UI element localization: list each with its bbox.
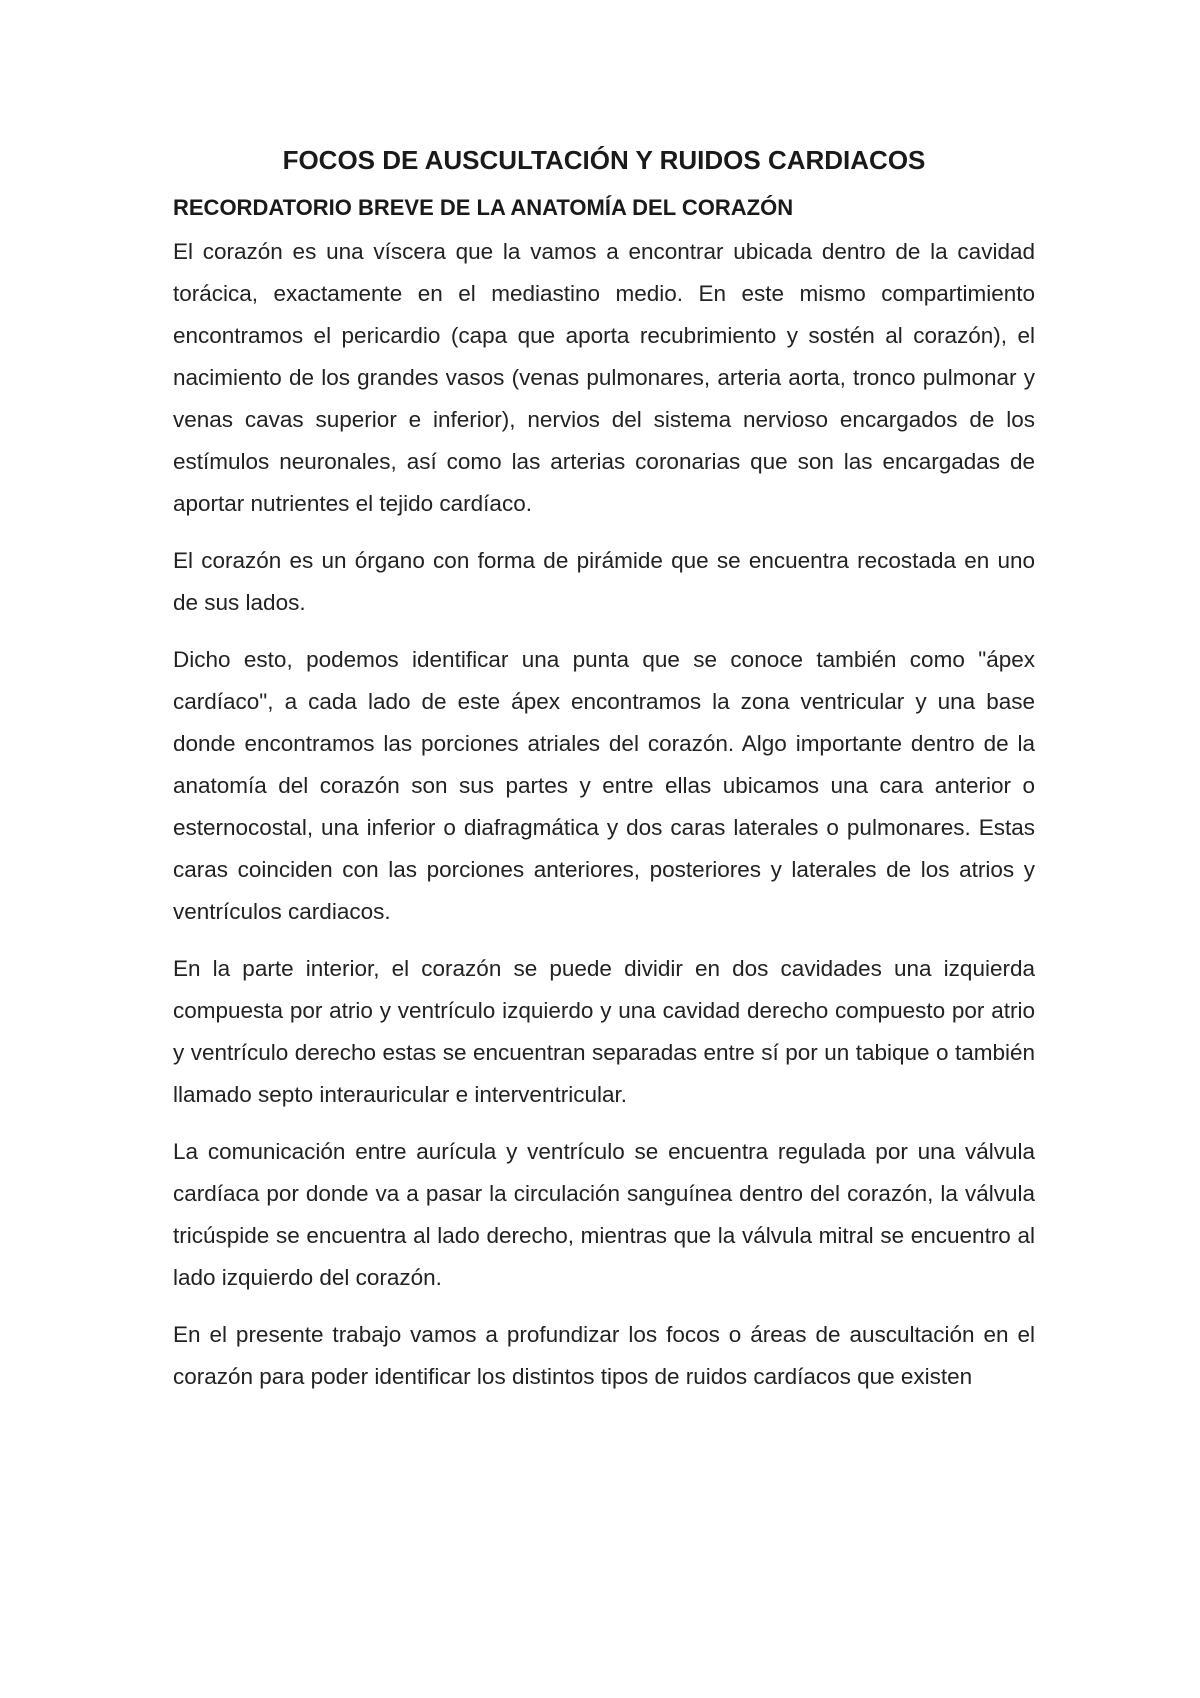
paragraph-heart-shape: El corazón es un órgano con forma de pirámide que se encuentra recostada en uno de sus lados. xyxy=(173,548,1035,615)
paragraph-work-purpose: En el presente trabajo vamos a profundizar los focos o áreas de auscultación en el corazón para poder identificar los distintos tipos de ruidos cardíacos que existen xyxy=(173,1322,1035,1389)
document-body xyxy=(173,140,1035,1413)
paragraph-heart-location: El corazón es una víscera que la vamos a encontrar ubicada dentro de la cavidad torácica, exactamente en el mediastino medio. En este mismo compartimiento encontramos el pericardio (capa que aporta recubrimiento y sostén al corazón), el nacimiento de los grandes vasos (venas pulmonares, arteria aorta, tronco pulmonar y venas cavas superior e inferior), nervios del sistema nervioso encargados de los estímulos neuronales, así como las arterias coronarias que son las encargadas de aportar nutrientes el tejido cardíaco. xyxy=(173,239,1035,516)
paragraph-heart-faces: Dicho esto, podemos identificar una punta que se conoce también como "ápex cardíaco", a cada lado de este ápex encontramos la zona ventricular y una base donde encontramos las porciones atriales del corazón. Algo importante dentro de la anatomía del corazón son sus partes y entre ellas ubicamos una cara anterior o esternocostal, una inferior o diafragmática y dos caras laterales o pulmonares. Estas caras coinciden con las porciones anteriores, posteriores y laterales de los atrios y ventrículos cardiacos. xyxy=(173,647,1035,924)
page-title: FOCOS DE AUSCULTACIÓN Y RUIDOS CARDIACOS xyxy=(282,145,926,175)
paragraph-heart-cavities: En la parte interior, el corazón se puede dividir en dos cavidades una izquierda compuesta por atrio y ventrículo izquierdo y una cavidad derecho compuesto por atrio y ventrículo derecho estas se encuentran separadas entre sí por un tabique o también llamado septo interauricular e interventricular. xyxy=(173,956,1035,1107)
section-heading: RECORDATORIO BREVE DE LA ANATOMÍA DEL CORAZÓN xyxy=(173,195,794,220)
paragraph-heart-valves: La comunicación entre aurícula y ventrículo se encuentra regulada por una válvula cardíaca por donde va a pasar la circulación sanguínea dentro del corazón, la válvula tricúspide se encuentra al lado derecho, mientras que la válvula mitral se encuentro al lado izquierdo del corazón. xyxy=(173,1139,1035,1290)
